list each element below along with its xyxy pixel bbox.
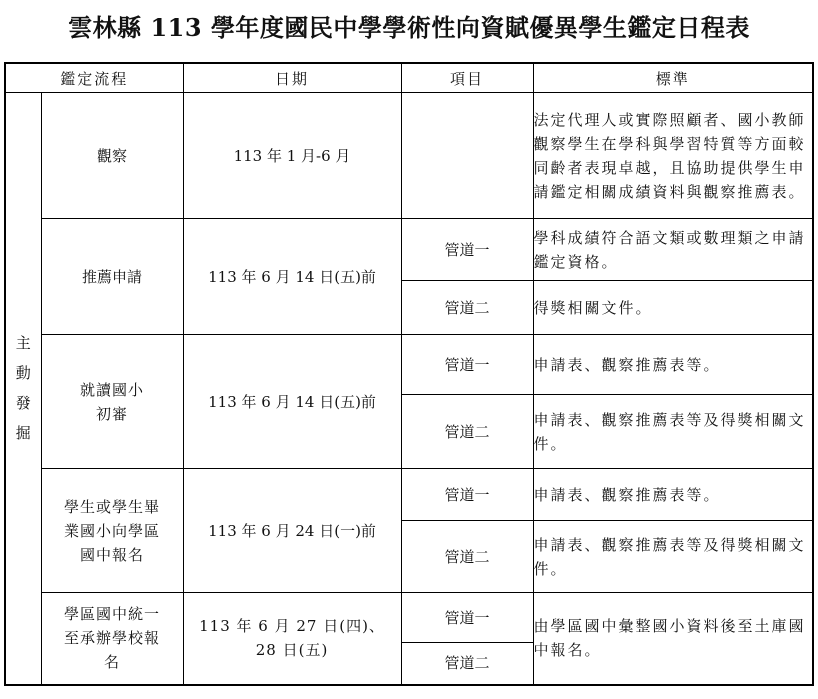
channel-2-primary: 管道二 bbox=[401, 395, 533, 469]
stage-register: 學生或學生畢 業國小向學區 國中報名 bbox=[41, 469, 183, 593]
stage-recommend: 推薦申請 bbox=[41, 219, 183, 335]
standard-register-1: 申請表、觀察推薦表等。 bbox=[533, 469, 813, 521]
table-row-observe bbox=[5, 93, 813, 219]
table-row-unified-1 bbox=[5, 593, 813, 643]
stage-observe: 觀察 bbox=[41, 93, 183, 219]
schedule-table bbox=[4, 62, 814, 686]
group-label: 主 動 發 掘 bbox=[15, 334, 31, 443]
standard-primary-1: 申請表、觀察推薦表等。 bbox=[533, 335, 813, 395]
header-item: 項目 bbox=[401, 63, 533, 93]
channel-1-recommend: 管道一 bbox=[401, 219, 533, 281]
date-observe: 113 年 1 月-6 月 bbox=[183, 93, 401, 219]
header-process: 鑑定流程 bbox=[5, 63, 183, 93]
date-primary: 113 年 6 月 14 日(五)前 bbox=[183, 335, 401, 469]
standard-recommend-1: 學科成績符合語文類或數理類之申請鑑定資格。 bbox=[533, 219, 813, 281]
channel-2-unified: 管道二 bbox=[401, 643, 533, 685]
standard-primary-2: 申請表、觀察推薦表等及得獎相關文件。 bbox=[533, 395, 813, 469]
table-row-recommend-1 bbox=[5, 219, 813, 281]
channel-1-register: 管道一 bbox=[401, 469, 533, 521]
date-unified: 113 年 6 月 27 日(四)、 28 日(五) bbox=[183, 593, 401, 685]
header-standard: 標準 bbox=[533, 63, 813, 93]
date-recommend: 113 年 6 月 14 日(五)前 bbox=[183, 219, 401, 335]
date-register: 113 年 6 月 24 日(一)前 bbox=[183, 469, 401, 593]
table-row-register-1 bbox=[5, 469, 813, 521]
channel-1-primary: 管道一 bbox=[401, 335, 533, 395]
header-date: 日期 bbox=[183, 63, 401, 93]
table-row-primary-1 bbox=[5, 335, 813, 395]
group-label-cell bbox=[5, 93, 41, 685]
channel-2-register: 管道二 bbox=[401, 521, 533, 593]
item-observe bbox=[401, 93, 533, 219]
stage-unified: 學區國中統一 至承辦學校報 名 bbox=[41, 593, 183, 685]
standard-recommend-2: 得獎相關文件。 bbox=[533, 281, 813, 335]
standard-register-2: 申請表、觀察推薦表等及得獎相關文件。 bbox=[533, 521, 813, 593]
channel-1-unified: 管道一 bbox=[401, 593, 533, 643]
channel-2-recommend: 管道二 bbox=[401, 281, 533, 335]
standard-unified: 由學區國中彙整國小資料後至土庫國中報名。 bbox=[533, 593, 813, 685]
header-row bbox=[5, 63, 813, 93]
page-title: 雲林縣 113 學年度國民中學學術性向資賦優異學生鑑定日程表 bbox=[68, 13, 750, 42]
standard-observe: 法定代理人或實際照顧者、國小教師觀察學生在學科與學習特質等方面較同齡者表現卓越，且協助提供學生申請鑑定相關成績資料與觀察推薦表。 bbox=[533, 93, 813, 219]
stage-primary: 就讀國小 初審 bbox=[41, 335, 183, 469]
